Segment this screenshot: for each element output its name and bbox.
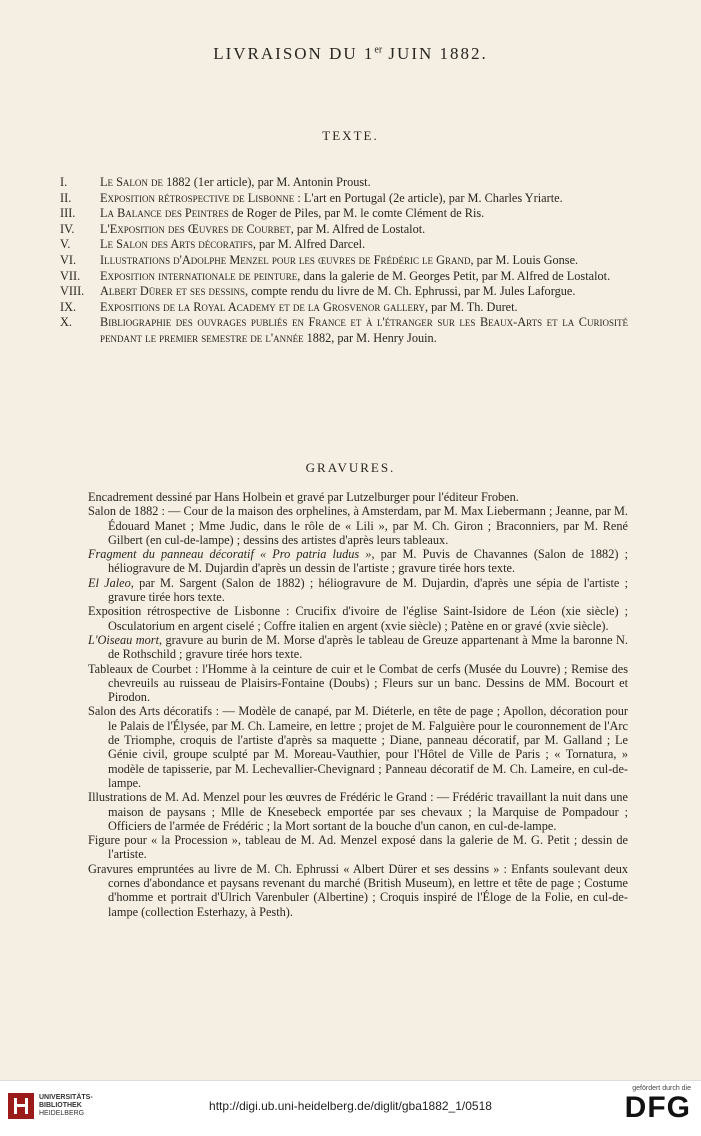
gravure-entry	[88, 704, 628, 790]
library-line-2: BIBLIOTHEK	[39, 1102, 82, 1109]
gravure-entry	[88, 662, 628, 705]
toc-item-text	[100, 191, 628, 207]
gravure-entry	[88, 490, 628, 504]
toc-item-text	[100, 222, 628, 238]
toc-item-author: , compte rendu du livre de M. Ch. Ephrussi, par M. Jules Laforgue.	[245, 284, 576, 299]
toc-item-number: V.	[60, 237, 71, 252]
gravure-description: , par M. Sargent (Salon de 1882) ; héliogravure de M. Dujardin, d'après une sépia de l'artiste ; gravure tirée hors texte.	[108, 575, 628, 605]
toc-item-author: , par M. Th. Duret.	[424, 299, 518, 314]
toc-item-title: Bibliographie des ouvrages publiés en France et à l'étranger sur les Beaux-Arts et la Curiosité pendant le premier semestre de l'année 1882	[100, 315, 628, 345]
title-date: JUIN 1882.	[382, 44, 488, 63]
toc-item-number: I.	[60, 175, 68, 189]
library-line-3: HEIDELBERG	[39, 1110, 85, 1117]
toc-item-title: L'Exposition des Œuvres de Courbet	[100, 221, 291, 236]
toc-item	[60, 284, 628, 300]
gravure-entry	[88, 547, 628, 576]
toc-item	[60, 206, 628, 222]
gravure-entry	[88, 633, 628, 662]
toc-item-title: Exposition rétrospective de Lisbonne	[100, 190, 295, 205]
dfg-logo: DFG	[624, 1091, 691, 1124]
dfg-logo-block[interactable]	[625, 1085, 691, 1124]
toc-item-author: , dans la galerie de M. Georges Petit, par M. Alfred de Lostalot.	[297, 268, 611, 283]
gravure-description: Salon de 1882 : — Cour de la maison des orphelines, à Amsterdam, par M. Max Liebermann ; Jeanne, par M. Édouard Manet ; Mme Judic, dans le rôle de « Lili », par M. Ch. Giron ; Braconniers, par M. René Gilbert (en cul-de-lampe) ; dessins des artistes d'après leurs tableaux.	[88, 504, 628, 547]
toc-item-number: VII.	[60, 268, 81, 283]
toc-item-title: Albert Dürer et ses dessins	[100, 284, 246, 299]
toc-item	[60, 315, 628, 346]
toc-item-title: Expositions de la Royal Academy et de la Grosvenor gallery	[100, 299, 425, 314]
gravure-description: Tableaux de Courbet : l'Homme à la ceinture de cuir et le Combat de cerfs (Musée du Louvre) ; Remise des chevreuils au ruisseau de Plaisirs-Fontaine (Doubs) ; Fleurs sur un banc. Dessins de MM. Bocourt et Pirodon.	[88, 661, 628, 705]
toc-item-author: , par M. Alfred Darcel.	[252, 237, 366, 252]
gravure-entry	[88, 576, 628, 605]
toc-item-text	[100, 206, 628, 222]
toc-item-number: IX.	[60, 299, 77, 314]
gravure-description: Gravures empruntées au livre de M. Ch. Ephrussi « Albert Dürer et ses dessins » : Enfants soulevant deux cornes d'abondance et paysans revenant du marché (British Museum), en lettre et tête de page ; Costume d'homme et portrait d'Ulrich Varenbuler (Albertine) ; Croquis inspiré de l'Éloge de la Folie, en cul-de-lampe (collection Esterhazy, à Pesth).	[88, 861, 628, 919]
texte-heading: TEXTE.	[322, 128, 379, 143]
toc-item-author: , par M. Louis Gonse.	[470, 252, 579, 267]
gravure-title: L'Oiseau mort	[88, 632, 159, 647]
page-title	[0, 44, 701, 64]
toc-item-text	[100, 315, 628, 346]
gravure-description: Encadrement dessiné par Hans Holbein et gravé par Lutzelburger pour l'éditeur Froben.	[88, 490, 519, 504]
toc-item	[60, 300, 628, 316]
toc-item-author: de Roger de Piles, par M. le comte Clément de Ris.	[228, 206, 485, 221]
toc-item-author: (1er article), par M. Antonin Proust.	[190, 175, 371, 189]
toc-item	[60, 237, 628, 253]
title-superscript: er	[374, 44, 383, 56]
toc-item-title: Illustrations d'Adolphe Menzel pour les œuvres de Frédéric le Grand	[100, 252, 471, 267]
toc-item-text	[100, 237, 628, 253]
dfg-caption: gefördert durch die	[632, 1085, 691, 1092]
gravure-title: Fragment du panneau décoratif « Pro patria ludus »	[88, 547, 372, 562]
toc-item	[60, 191, 628, 207]
gravure-entry	[88, 604, 628, 633]
toc-item-number: III.	[60, 206, 76, 221]
toc-item-title: Le Salon de 1882	[100, 175, 191, 189]
toc-item-number: II.	[60, 190, 72, 205]
texte-list	[60, 175, 628, 347]
toc-item-number: X.	[60, 315, 72, 330]
toc-item	[60, 253, 628, 269]
toc-item-text	[100, 284, 628, 300]
toc-item	[60, 175, 628, 191]
source-url[interactable]: http://digi.ub.uni-heidelberg.de/diglit/gba1882_1/0518	[209, 1099, 492, 1113]
gravures-list	[88, 490, 628, 919]
toc-item-author: , par M. Henry Jouin.	[331, 330, 437, 345]
toc-item-text	[100, 269, 628, 285]
footer-bar	[0, 1080, 701, 1136]
gravure-description: Salon des Arts décoratifs : — Modèle de canapé, par M. Diéterle, en tête de page ; Apollon, décoration pour le Palais de l'Élysée, par M. Ch. Lameire, en lettre ; projet de M. Falguière pour le couronnement de l'Arc de Triomphe, croquis de l'artiste d'après sa maquette ; Diane, panneau décoratif, par M. Galland ; Le Génie civil, groupe sculpté par M. Moreau-Vauthier, pour l'Hôtel de Ville de Paris ; « Tornatura, » modèle de tapisserie, par M. Lechevallier-Chevignard ; Panneau décoratif de M. Ch. Lameire, en cul-de-lampe.	[88, 704, 628, 790]
gravure-description: , gravure au burin de M. Morse d'après le tableau de Greuze appartenant à Mme la baronne N. de Rothschild ; gravure tirée hors texte.	[108, 632, 628, 662]
gravure-description: Illustrations de M. Ad. Menzel pour les œuvres de Frédéric le Grand : — Frédéric travaillant la nuit dans une maison de paysans ; Mlle de Knesebeck emportée par ses chevaux ; la Marquise de Pompadour ; Officiers de l'armée de Frédéric ; la Mort sortant de la bouche d'un canon, en cul-de-lampe.	[88, 790, 628, 833]
gravure-description: Exposition rétrospective de Lisbonne : Crucifix d'ivoire de l'église Saint-Isidore de Léon (xie siècle) ; Osculatorium en argent ciselé ; Coffre italien en argent (xvie siècle) ; Patène en or gravé (xvie siècle).	[88, 604, 628, 633]
toc-item-text	[100, 253, 628, 269]
toc-item-number: VIII.	[60, 284, 85, 299]
toc-item-author: : L'art en Portugal (2e article), par M. Charles Yriarte.	[294, 190, 563, 205]
toc-item-number: IV.	[60, 221, 75, 236]
toc-item-text	[100, 300, 628, 316]
gravure-entry	[88, 504, 628, 547]
toc-item-number: VI.	[60, 252, 77, 267]
toc-item-author: , par M. Alfred de Lostalot.	[290, 221, 426, 236]
gravure-entry	[88, 833, 628, 862]
toc-item-title: La Balance des Peintres	[100, 206, 229, 221]
toc-item-title: Le Salon des Arts décoratifs	[100, 237, 253, 252]
gravure-entry	[88, 862, 628, 919]
gravure-entry	[88, 790, 628, 833]
toc-item-title: Exposition internationale de peinture	[100, 268, 298, 283]
gravure-title: El Jaleo	[88, 575, 131, 590]
toc-item	[60, 269, 628, 285]
gravure-description: Figure pour « la Procession », tableau de M. Ad. Menzel exposé dans la galerie de M. G. Petit ; dessin de l'artiste.	[88, 833, 628, 862]
toc-item-text	[100, 175, 628, 191]
library-line-1: UNIVERSITÄTS-	[39, 1094, 93, 1101]
toc-item	[60, 222, 628, 238]
gravures-heading: GRAVURES.	[305, 460, 396, 475]
gravure-description: , par M. Puvis de Chavannes (Salon de 1882) ; héliogravure de M. Dujardin d'après un dessin de l'artiste ; gravure tirée hors texte.	[108, 547, 628, 576]
title-main: LIVRAISON DU 1	[213, 44, 375, 63]
